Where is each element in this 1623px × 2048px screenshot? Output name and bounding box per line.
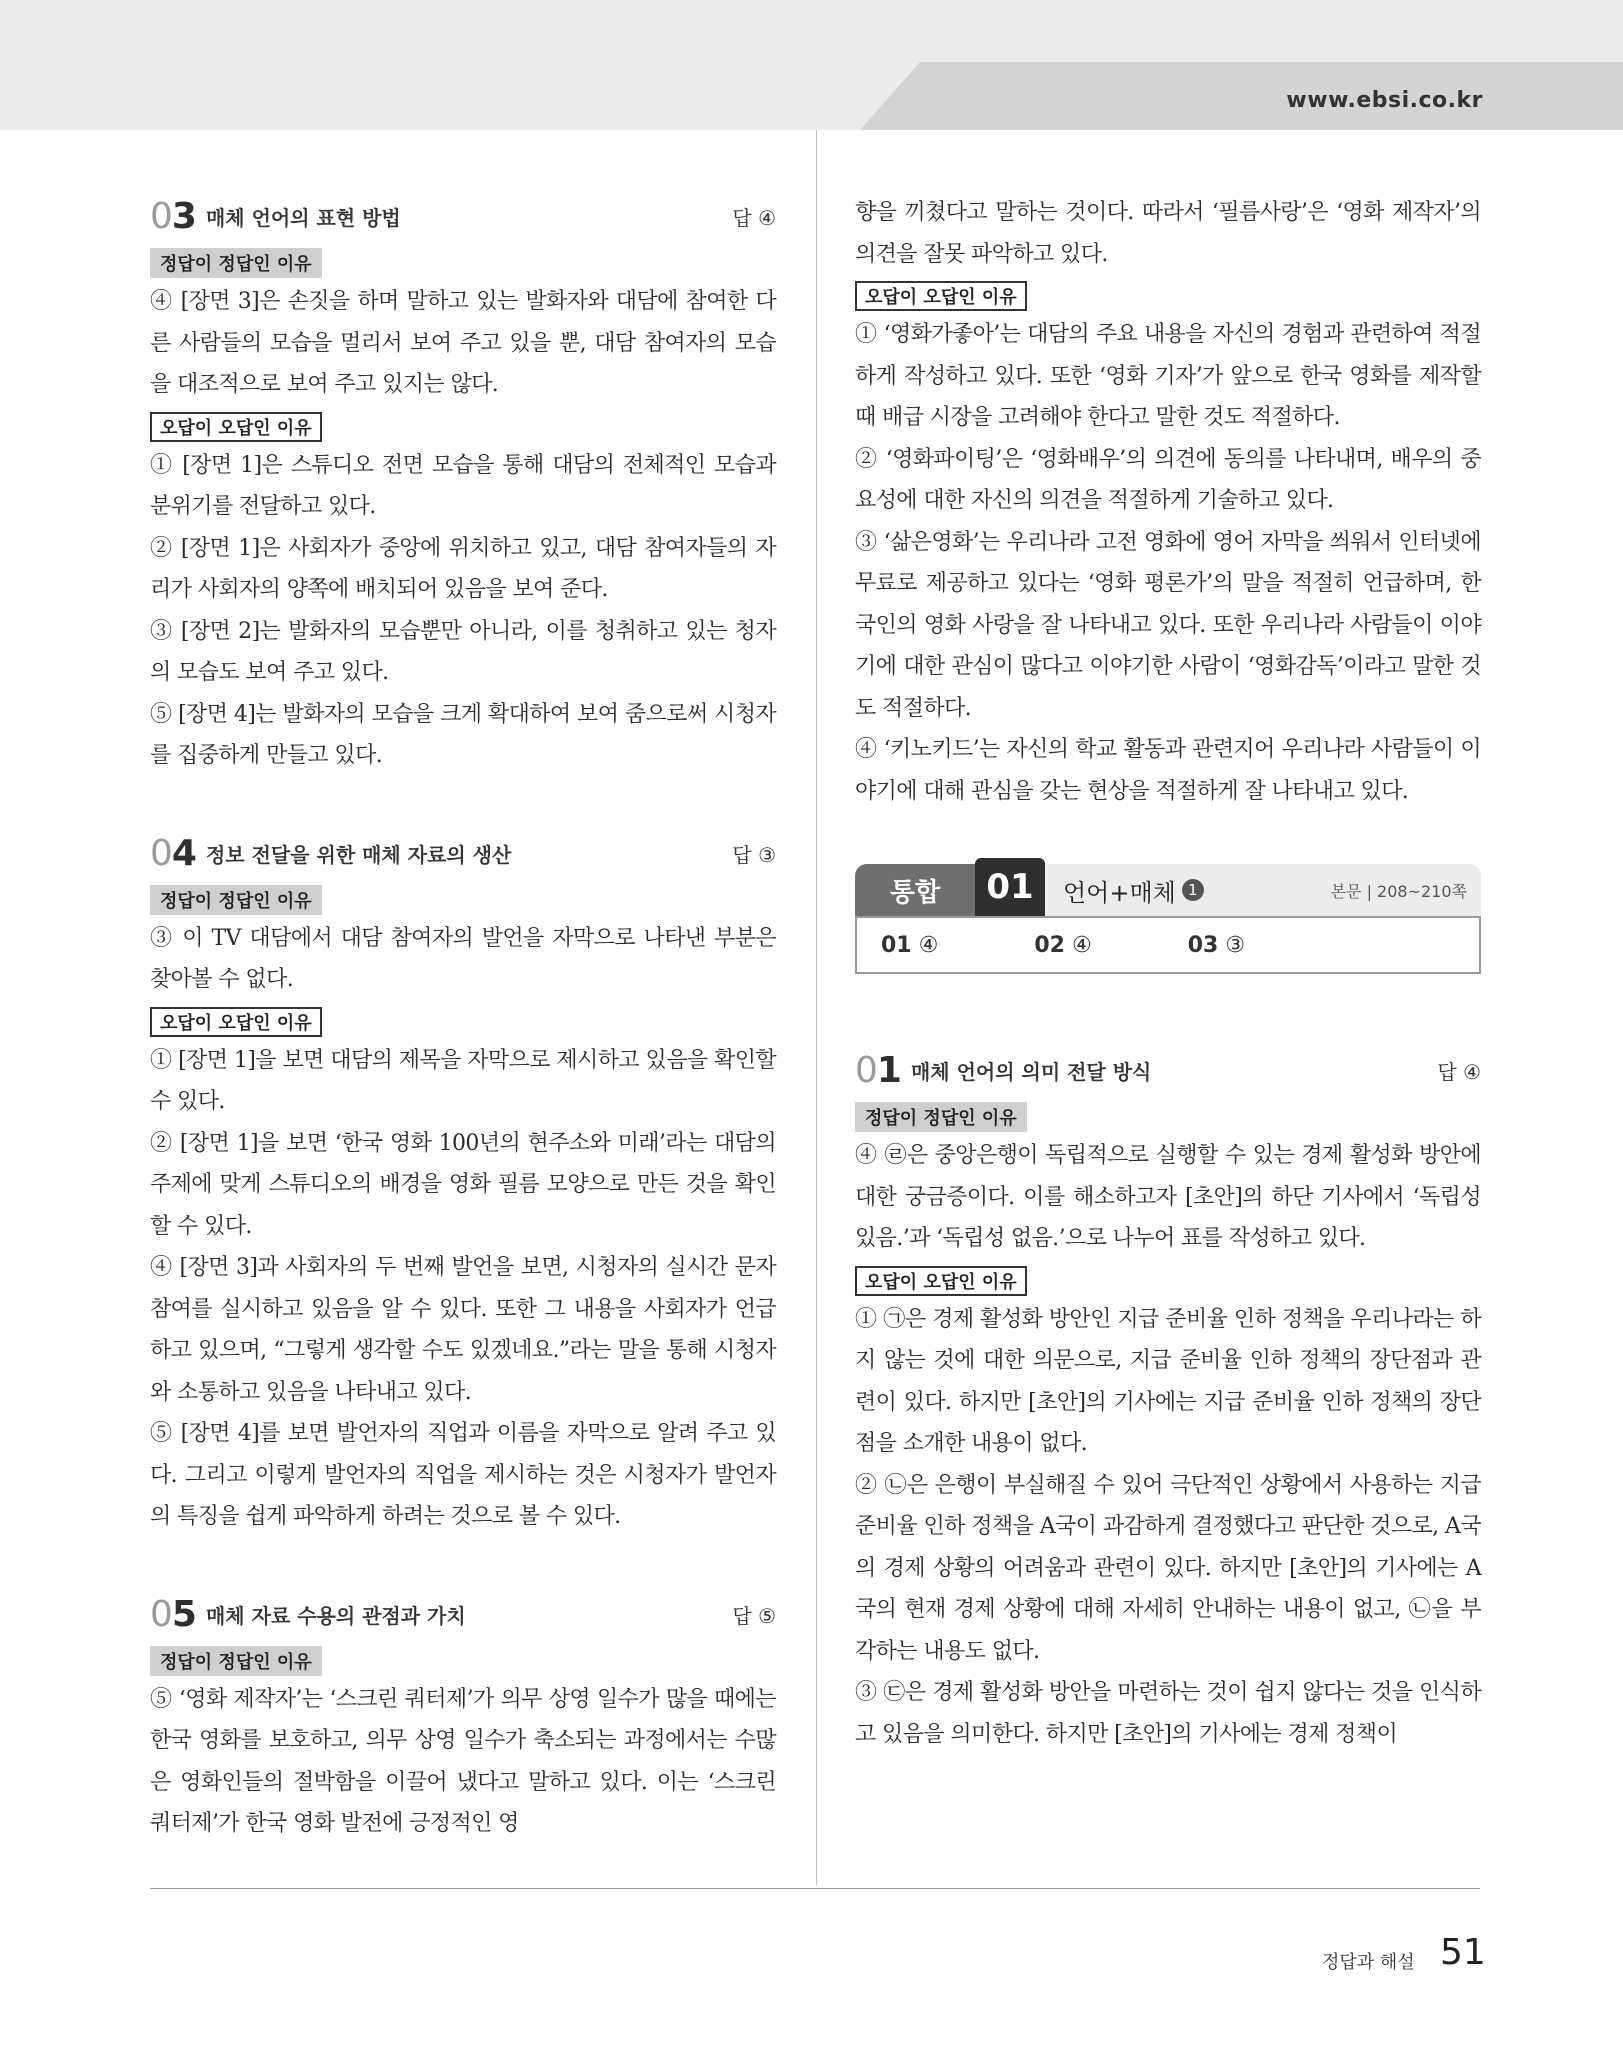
circle-number-icon: 1 bbox=[1182, 879, 1204, 901]
section-header bbox=[855, 1046, 1481, 1090]
section-number: 03 bbox=[150, 196, 196, 237]
wrong-reason-tag: 오답이 오답인 이유 bbox=[855, 1266, 1027, 1296]
section-01 bbox=[855, 1046, 1481, 1755]
paragraph-continued: 향을 끼쳤다고 말하는 것이다. 따라서 ‘필름사랑’은 ‘영화 제작자’의 의견을 잘못 파악하고 있다. bbox=[855, 200, 1481, 267]
integration-pages: 본문 | 208~210쪽 bbox=[1330, 881, 1467, 901]
section-title: 매체 언어의 의미 전달 방식 bbox=[910, 1060, 1152, 1084]
integration-header bbox=[855, 864, 1481, 916]
correct-reason-tag: 정답이 정답인 이유 bbox=[150, 1646, 322, 1676]
paragraph: ③ ㉢은 경제 활성화 방안을 마련하는 것이 쉽지 않다는 것을 인식하고 있음을 의미한다. 하지만 [초안]의 기사에는 경제 정책이 bbox=[855, 1680, 1481, 1747]
paragraph: ④ [장면 3]과 사회자의 두 번째 발언을 보면, 시청자의 실시간 문자 참여를 실시하고 있음을 알 수 있다. 또한 그 내용을 사회자가 언급하고 있으며, “그렇게 생각할 수도 있겠네요.”라는 말을 통해 시청자와 소통하고 있음을 나타내고 있다. bbox=[150, 1255, 776, 1405]
paragraph: ⑤ ‘영화 제작자’는 ‘스크린 쿼터제’가 의무 상영 일수가 많을 때에는 한국 영화를 보호하고, 의무 상영 일수가 축소되는 과정에서는 수많은 영화인들의 절박함을 이끌어 냈다고 말하고 있다. 이는 ‘스크린 쿼터제’가 한국 영화 발전에 긍정적인 영 bbox=[150, 1686, 776, 1836]
paragraph: ② ‘영화파이팅’은 ‘영화배우’의 의견에 동의를 나타내며, 배우의 중요성에 대한 자신의 의견을 적절하게 기술하고 있다. bbox=[855, 446, 1481, 513]
paragraph: ① [장면 1]은 스튜디오 전면 모습을 통해 대담의 전체적인 모습과 분위기를 전달하고 있다. bbox=[150, 452, 776, 519]
column-divider bbox=[816, 130, 817, 1885]
section-answer: 답 ③ bbox=[732, 842, 776, 867]
section-number: 04 bbox=[150, 832, 196, 874]
paragraph: ① ㉠은 경제 활성화 방안인 지급 준비율 인하 정책을 우리나라는 하지 않는 것에 대한 의문으로, 지급 준비율 인하 정책의 장단점과 관련이 있다. 하지만 [초안]의 기사에는 지급 준비율 인하 정책의 장단점을 소개한 내용이 없다. bbox=[855, 1306, 1481, 1456]
section-header bbox=[150, 1590, 776, 1634]
paragraph: ③ ‘삶은영화’는 우리나라 고전 영화에 영어 자막을 씌워서 인터넷에 무료로 제공하고 있다는 ‘영화 평론가’의 말을 적절히 언급하며, 한국인의 영화 사랑을 잘 나타내고 있다. 또한 우리나라 사람들이 이야기에 대한 관심이 많다고 이야기한 사람이 ‘영화감독’이라고 말한 것도 적절하다. bbox=[855, 529, 1481, 721]
section-04 bbox=[150, 829, 776, 1538]
paragraph: ⑤ [장면 4]를 보면 발언자의 직업과 이름을 자막으로 알려 주고 있다. 그리고 이렇게 발언자의 직업을 제시하는 것은 시청자가 발언자의 특징을 쉽게 파악하게 하려는 것으로 볼 수 있다. bbox=[150, 1421, 776, 1529]
integration-banner bbox=[855, 864, 1481, 974]
header-tab bbox=[860, 62, 1623, 130]
section-header bbox=[150, 829, 776, 873]
paragraph: ② [장면 1]은 사회자가 중앙에 위치하고 있고, 대담 참여자들의 자리가 사회자의 양쪽에 배치되어 있음을 보여 준다. bbox=[150, 535, 776, 602]
footer-label: 정답과 해설 bbox=[1322, 1952, 1415, 1973]
page-number: 51 bbox=[1440, 1932, 1486, 1973]
answer-summary-box bbox=[855, 916, 1481, 974]
wrong-reason-tag: 오답이 오답인 이유 bbox=[150, 1007, 322, 1037]
section-05 bbox=[150, 1590, 776, 1845]
section-title: 매체 자료 수용의 관점과 가치 bbox=[205, 1603, 466, 1628]
answer-item: 01 ④ bbox=[881, 932, 939, 958]
paragraph: ④ ㉣은 중앙은행이 독립적으로 실행할 수 있는 경제 활성화 방안에 대한 궁금증이다. 이를 해소하고자 [초안]의 하단 기사에서 ‘독립성 있음.’과 ‘독립성 없음.’으로 나누어 표를 작성하고 있다. bbox=[855, 1143, 1481, 1251]
correct-reason-tag: 정답이 정답인 이유 bbox=[855, 1102, 1027, 1132]
section-title: 정보 전달을 위한 매체 자료의 생산 bbox=[205, 842, 512, 867]
section-number: 05 bbox=[150, 1593, 196, 1635]
paragraph: ③ [장면 2]는 발화자의 모습뿐만 아니라, 이를 청취하고 있는 청자의 모습도 보여 주고 있다. bbox=[150, 618, 776, 685]
wrong-reason-tag: 오답이 오답인 이유 bbox=[150, 412, 322, 442]
section-number: 01 bbox=[855, 1050, 901, 1091]
paragraph: ① ‘영화가좋아’는 대담의 주요 내용을 자신의 경험과 관련하여 적절하게 작성하고 있다. 또한 ‘영화 기자’가 앞으로 한국 영화를 제작할 때 배급 시장을 고려해야 한다고 말한 것도 적절하다. bbox=[855, 322, 1481, 430]
paragraph: ② [장면 1]을 보면 ‘한국 영화 100년의 현주소와 미래’라는 대담의 주제에 맞게 스튜디오의 배경을 영화 필름 모양으로 만든 것을 확인할 수 있다. bbox=[150, 1130, 776, 1239]
paragraph: ⑤ [장면 4]는 발화자의 모습을 크게 확대하여 보여 줌으로써 시청자를 집중하게 만들고 있다. bbox=[150, 701, 776, 768]
section-answer: 답 ④ bbox=[732, 206, 776, 230]
integration-number: 01 bbox=[975, 858, 1045, 916]
section-answer: 답 ⑤ bbox=[732, 1603, 776, 1628]
paragraph: ① [장면 1]을 보면 대담의 제목을 자막으로 제시하고 있음을 확인할 수 있다. bbox=[150, 1047, 776, 1114]
paragraph: ③ 이 TV 대담에서 대담 참여자의 발언을 자막으로 나타낸 부분은 찾아볼 수 없다. bbox=[150, 925, 776, 992]
paragraph: ④ ‘키노키드’는 자신의 학교 활동과 관련지어 우리나라 사람들이 이야기에 대해 관심을 갖는 현상을 적절하게 잘 나타내고 있다. bbox=[855, 737, 1481, 804]
integration-title-text: 언어+매체 bbox=[1063, 878, 1176, 907]
footer-divider bbox=[150, 1888, 1480, 1889]
answer-item: 02 ④ bbox=[1034, 932, 1092, 958]
site-url[interactable]: www.ebsi.co.kr bbox=[1286, 88, 1483, 113]
integration-title bbox=[1045, 864, 1331, 916]
paragraph: ④ [장면 3]은 손짓을 하며 말하고 있는 발화자와 대담에 참여한 다른 사람들의 모습을 멀리서 보여 주고 있을 뿐, 대담 참여자의 모습을 대조적으로 보여 주고 있지는 않다. bbox=[150, 289, 776, 397]
correct-reason-tag: 정답이 정답인 이유 bbox=[150, 248, 322, 278]
answer-item: 03 ③ bbox=[1187, 932, 1246, 958]
section-title: 매체 언어의 표현 방법 bbox=[205, 206, 401, 230]
right-column bbox=[855, 192, 1481, 1755]
section-answer: 답 ④ bbox=[1437, 1060, 1481, 1084]
section-header bbox=[150, 192, 776, 236]
wrong-reason-tag: 오답이 오답인 이유 bbox=[855, 281, 1027, 311]
paragraph: ② ㉡은 은행이 부실해질 수 있어 극단적인 상황에서 사용하는 지급 준비율 인하 정책을 A국이 과감하게 결정했다고 판단한 것으로, A국의 경제 상황의 어려움과 관련이 있다. 하지만 [초안]의 기사에는 A국의 현재 경제 상황에 대해 자세히 안내하는 내용이 없고, ㉡을 부각하는 내용도 없다. bbox=[855, 1472, 1481, 1664]
integration-label: 통합 bbox=[855, 864, 975, 916]
correct-reason-tag: 정답이 정답인 이유 bbox=[150, 885, 322, 915]
left-column bbox=[150, 192, 776, 1845]
section-03 bbox=[150, 192, 776, 777]
